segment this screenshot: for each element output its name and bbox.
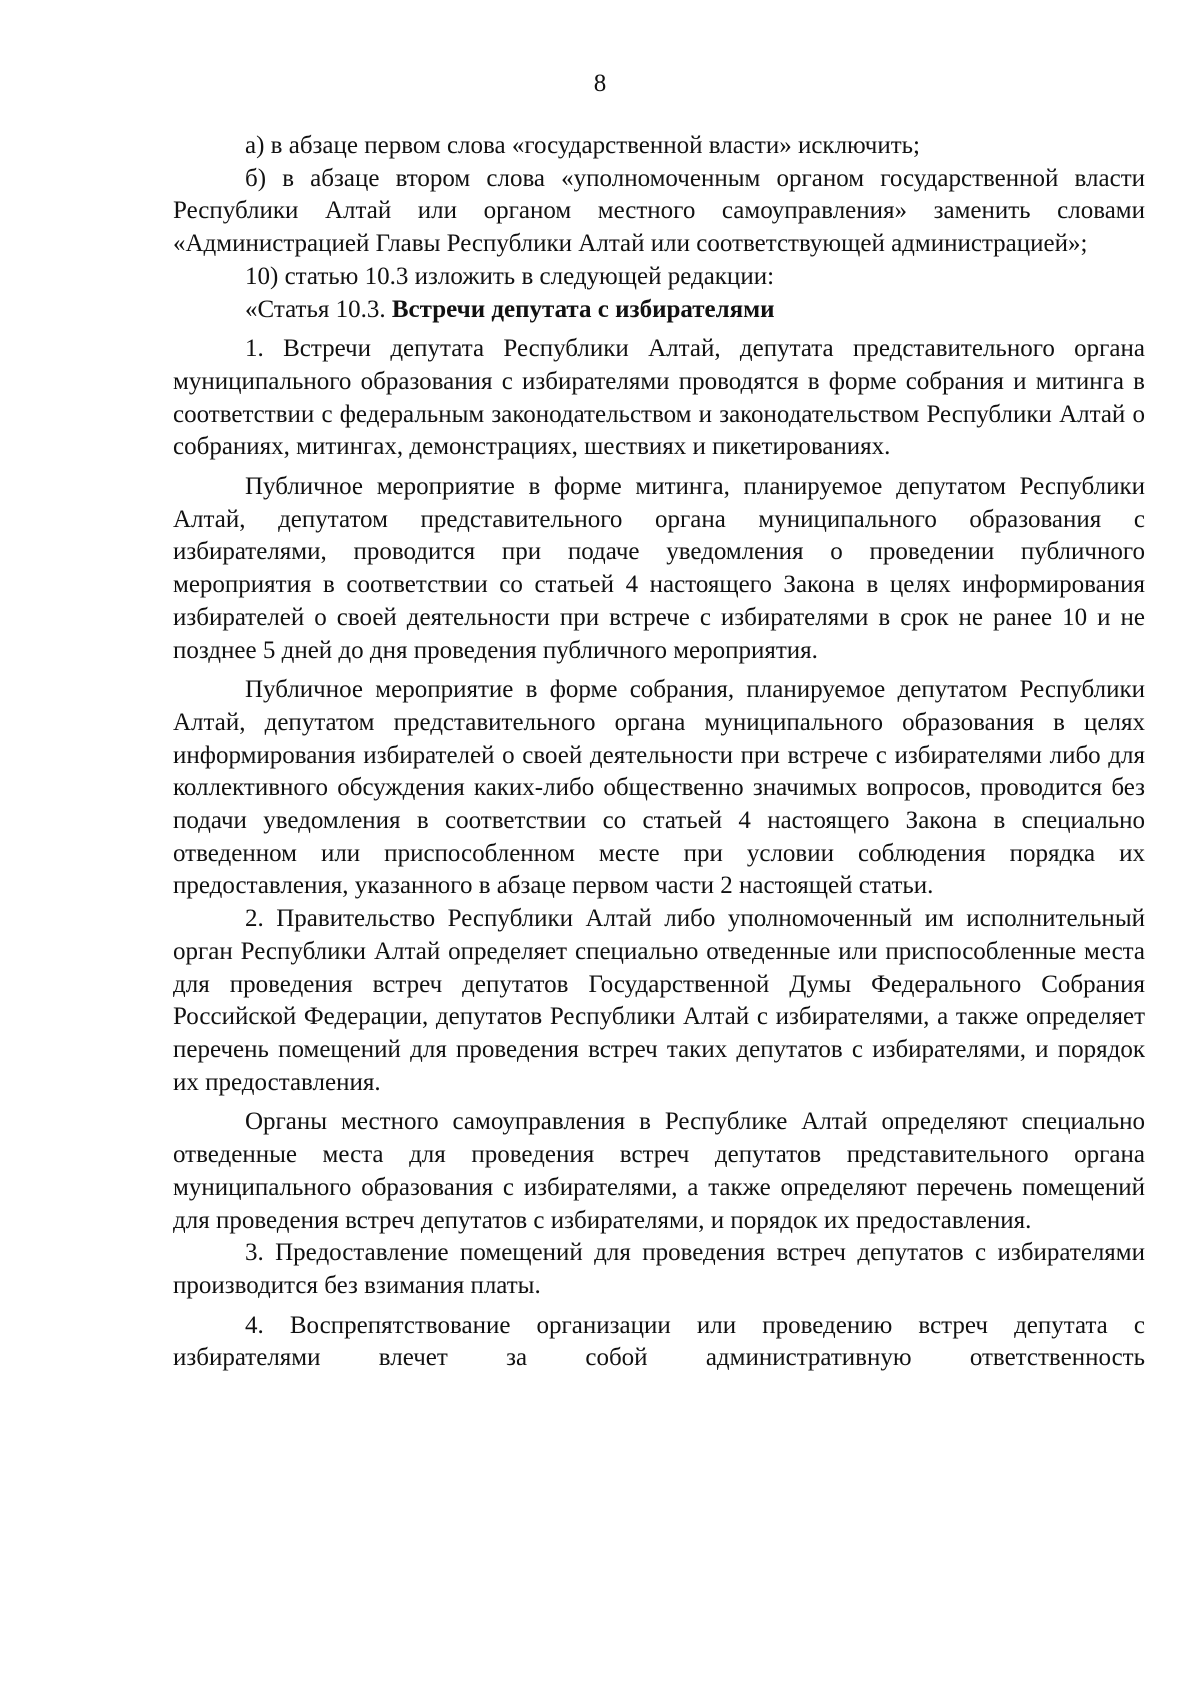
article-heading-title: Встречи депутата с избирателями xyxy=(391,295,775,323)
article-part-1-meeting: Публичное мероприятие в форме собрания, планируемое депутатом Республики Алтай, депутатом представительного органа муниципального образования в целях информирования избирателей о своей деятельности при встрече с избирателями либо для коллективного обсуждения каких-либо общественно значимых вопросов, проводится без подачи уведомления в соответствии со статьей 4 настоящего Закона в специально отведенном или приспособленном месте при условии соблюдения порядка их предоставления, указанного в абзаце первом части 2 настоящей статьи. xyxy=(173,676,1145,900)
article-part-3: 3. Предоставление помещений для проведения встреч депутатов с избирателями производится без взимания платы. xyxy=(173,1239,1145,1299)
document-body xyxy=(173,130,1145,1375)
article-part-2-local: Органы местного самоуправления в Республике Алтай определяют специально отведенные места для проведения встреч депутатов представительного органа муниципального образования с избирателями, а также определяют перечень помещений для проведения встреч депутатов с избирателями, и порядок их предоставления. xyxy=(173,1108,1145,1234)
article-part-2: 2. Правительство Республики Алтай либо уполномоченный им исполнительный орган Республики Алтай определяет специально отведенные или приспособленные места для проведения встреч депутатов Государственной Думы Федерального Собрания Российской Федерации, депутатов Республики Алтай с избирателями, а также определяет перечень помещений для проведения встреч таких депутатов с избирателями, и порядок их предоставления. xyxy=(173,905,1145,1096)
article-part-1: 1. Встречи депутата Республики Алтай, депутата представительного органа муниципального образования с избирателями проводятся в форме собрания и митинга в соответствии с федеральным законодательством и законодательством Республики Алтай о собраниях, митингах, демонстрациях, шествиях и пикетированиях. xyxy=(173,335,1145,461)
page-number: 8 xyxy=(593,70,607,97)
paragraph-10: 10) статью 10.3 изложить в следующей редакции: xyxy=(245,262,775,290)
paragraph-a: а) в абзаце первом слова «государственной власти» исключить; xyxy=(245,132,920,159)
article-heading xyxy=(173,294,1145,327)
article-part-1-rally: Публичное мероприятие в форме митинга, планируемое депутатом Республики Алтай, депутатом представительного органа муниципального образования с избирателями, проводится при подаче уведомления о проведении публичного мероприятия в соответствии со статьей 4 настоящего Закона в целях информирования избирателей о своей деятельности при встрече с избирателями в срок не ранее 10 и не позднее 5 дней до дня проведения публичного мероприятия. xyxy=(173,473,1145,664)
paragraph-b: б) в абзаце втором слова «уполномоченным органом государственной власти Республики Алтай или органом местного самоуправления» заменить словами «Администрацией Главы Республики Алтай или соответствующей администрацией»; xyxy=(173,164,1145,258)
article-part-4: 4. Воспрепятствование организации или проведению встреч депутата с избирателями влечет за собой административную ответственность xyxy=(173,1311,1145,1372)
article-heading-prefix: «Статья 10.3. xyxy=(245,295,392,323)
